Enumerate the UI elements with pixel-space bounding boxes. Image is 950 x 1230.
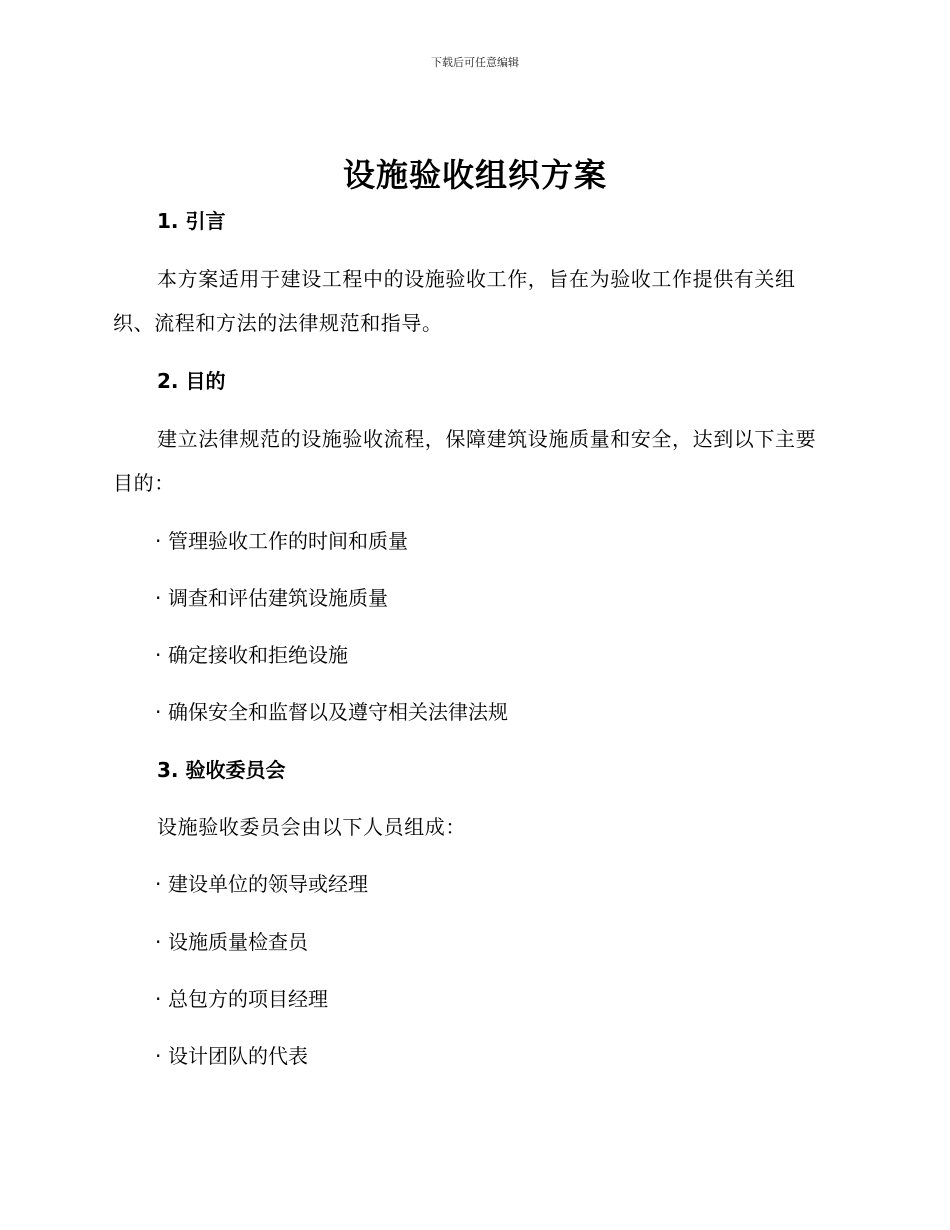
document-title: 设施验收组织方案 (342, 156, 607, 194)
list-item (155, 862, 835, 906)
bullet-marker: · (155, 872, 162, 896)
bullet-marker: · (155, 930, 162, 954)
bullet-marker: · (155, 529, 162, 553)
list-item (155, 690, 835, 734)
list-item (155, 633, 835, 677)
bullet-marker: · (155, 643, 162, 667)
list-item (155, 920, 835, 964)
section-paragraph-purpose: 建立法律规范的设施验收流程，保障建筑设施质量和安全，达到以下主要目的： (113, 427, 817, 495)
list-item-text: 建设单位的领导或经理 (168, 872, 368, 896)
list-item-text: 设计团队的代表 (168, 1044, 308, 1068)
list-item-text: 调查和评估建筑设施质量 (168, 586, 388, 610)
section-heading-intro: 1. 引言 (157, 209, 226, 233)
section-paragraph-committee: 设施验收委员会由以下人员组成： (157, 815, 466, 839)
list-item-text: 确保安全和监督以及遵守相关法律法规 (168, 700, 508, 724)
list-item (155, 519, 835, 563)
list-item-text: 总包方的项目经理 (168, 987, 328, 1011)
bullet-marker: · (155, 586, 162, 610)
bullet-marker: · (155, 987, 162, 1011)
section-heading-purpose: 2. 目的 (157, 369, 226, 393)
header-note: 下载后可任意编辑 (431, 56, 519, 69)
list-item-text: 管理验收工作的时间和质量 (168, 529, 408, 553)
bullet-marker: · (155, 700, 162, 724)
list-item-text: 设施质量检查员 (168, 930, 308, 954)
list-item (155, 576, 835, 620)
list-item-text: 确定接收和拒绝设施 (168, 643, 348, 667)
section-heading-committee: 3. 验收委员会 (157, 758, 286, 782)
section-paragraph-intro: 本方案适用于建设工程中的设施验收工作，旨在为验收工作提供有关组织、流程和方法的法律规范和指导。 (113, 267, 796, 335)
list-item (155, 977, 835, 1021)
bullet-marker: · (155, 1044, 162, 1068)
list-item (155, 1034, 835, 1078)
